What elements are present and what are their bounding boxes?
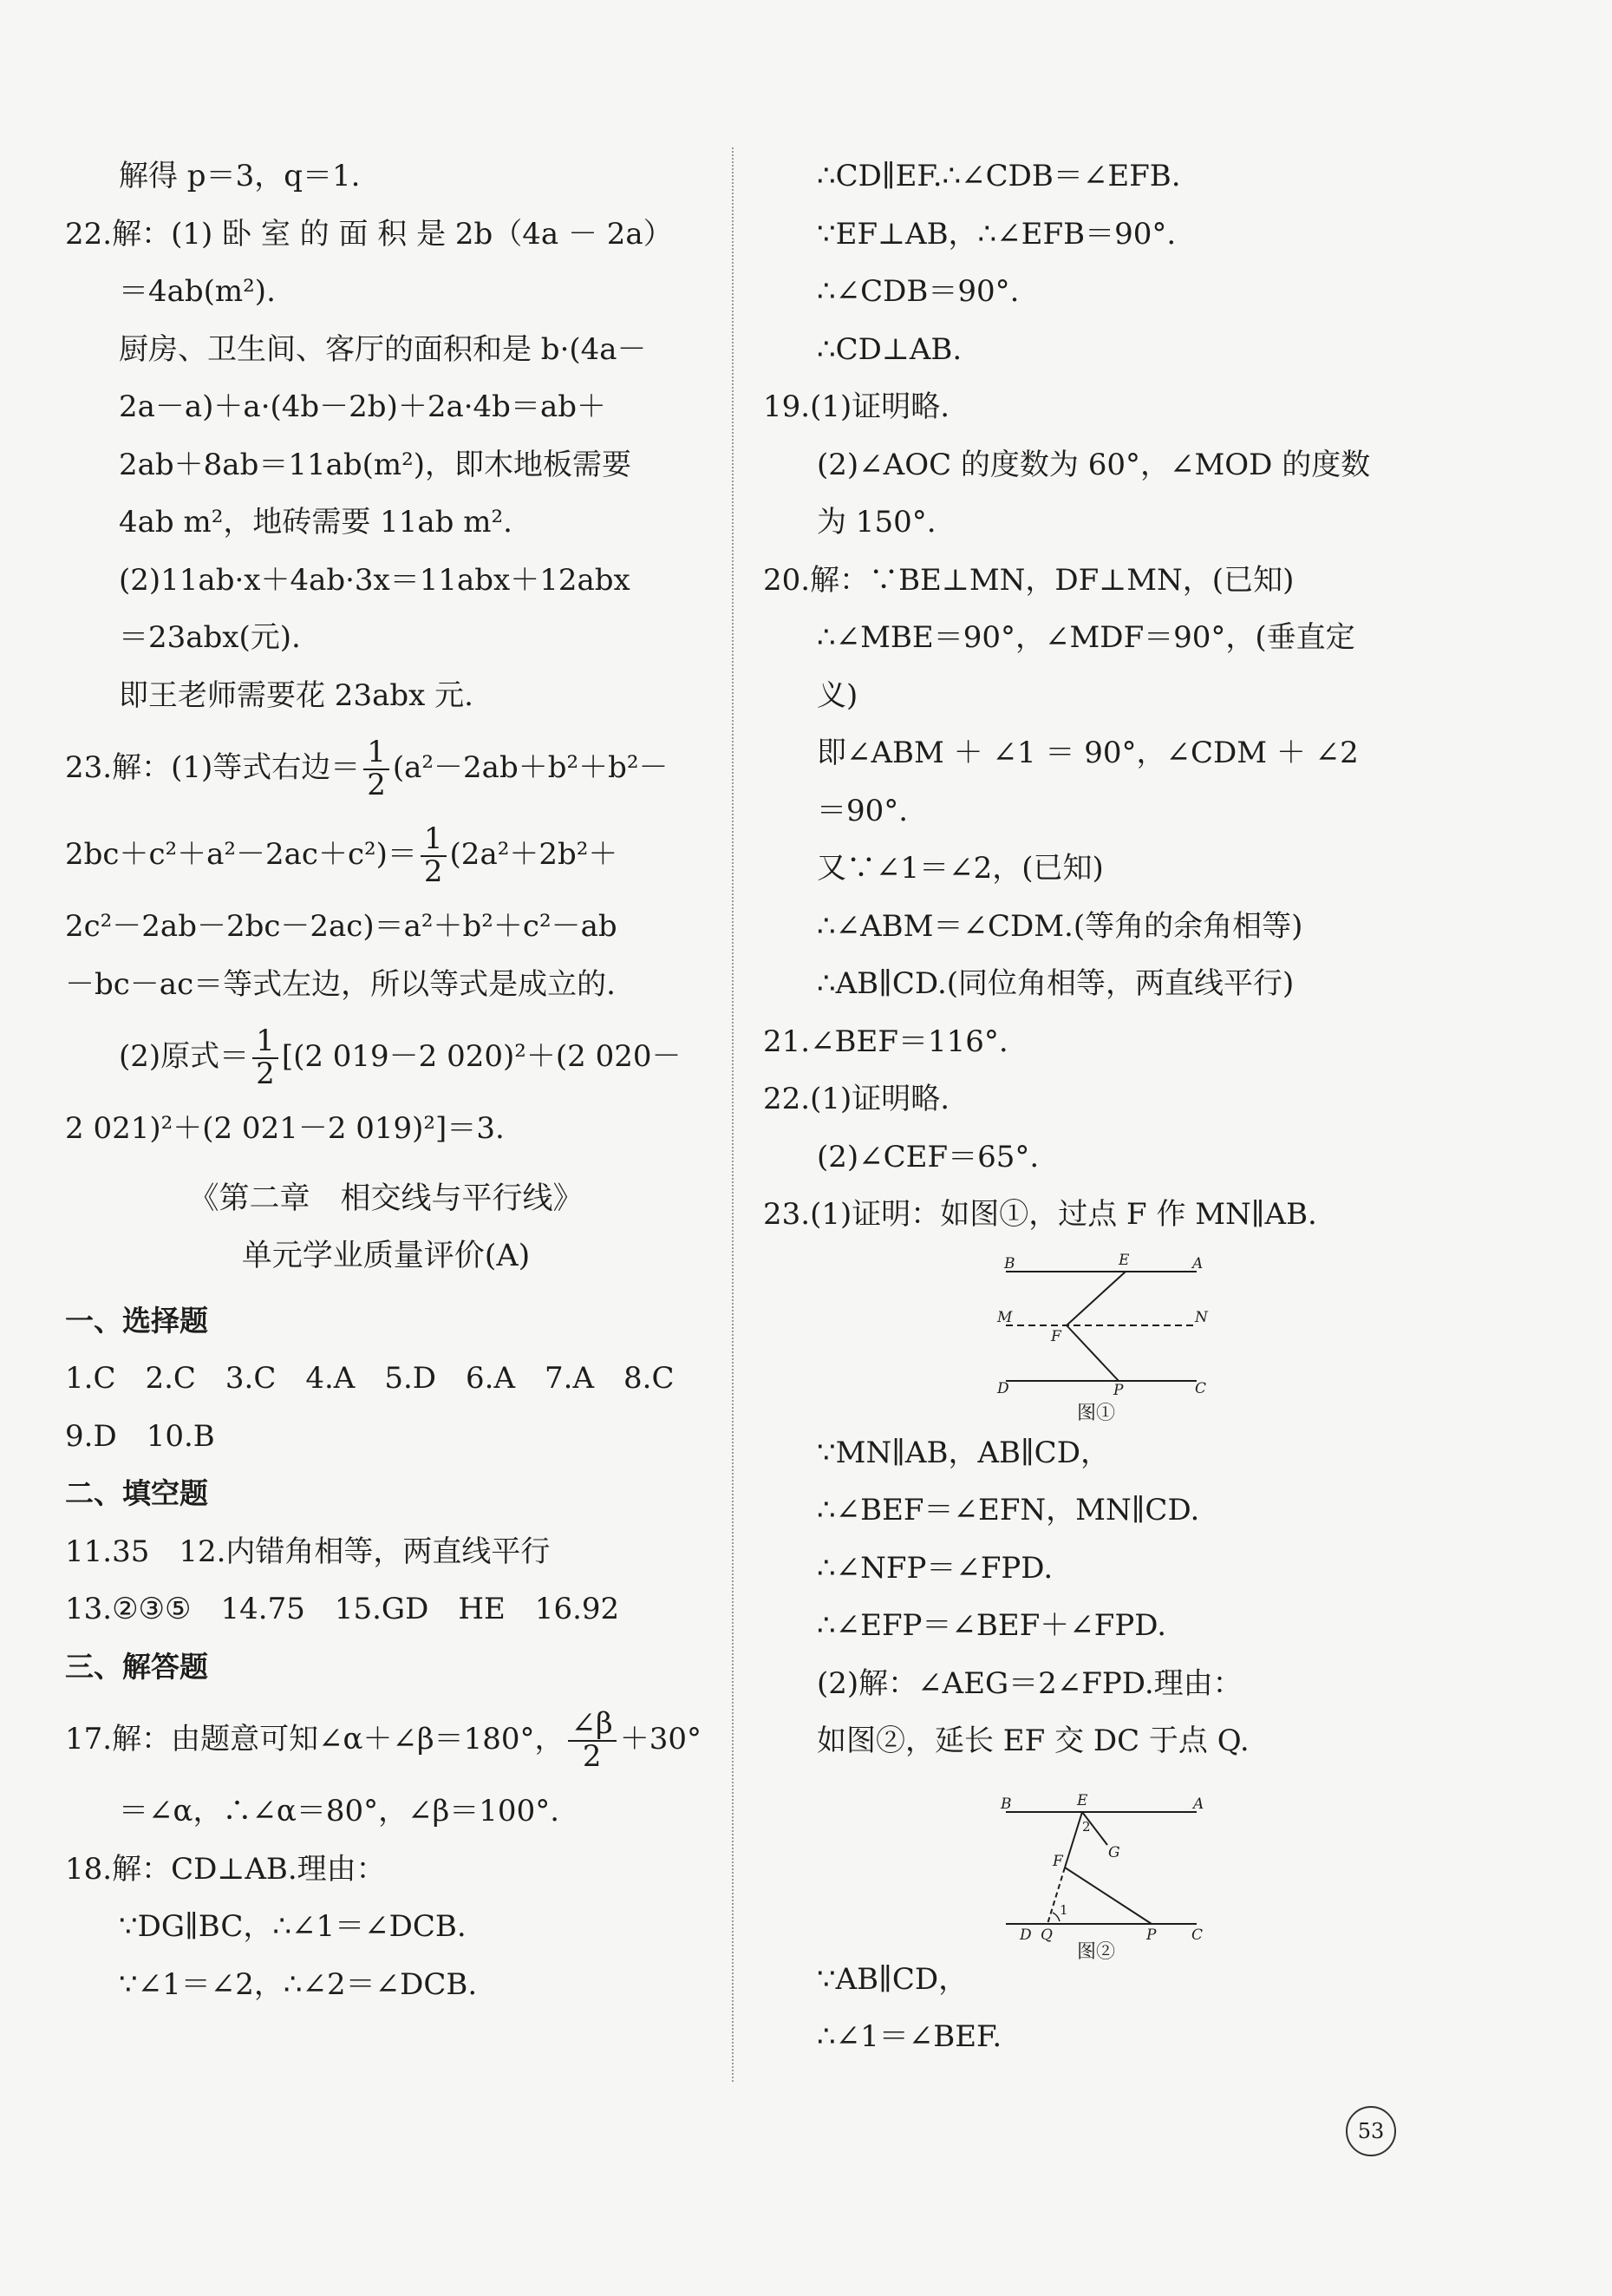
fraction [252,1026,278,1089]
segment-fp [1067,1325,1119,1381]
text-line: ∴∠CDB＝90°. [817,274,1020,309]
figure-caption: 图① [1077,1403,1116,1424]
chapter-title: 《第二章 相交线与平行线》 [188,1181,584,1216]
text-line: 23.(1)证明：如图①，过点 F 作 MN∥AB. [763,1197,1317,1232]
text-line: ∴∠ABM＝∠CDM.(等角的余角相等) [817,908,1303,944]
label-d: D [997,1380,1009,1397]
text-line: ∵AB∥CD， [817,1961,969,1997]
right-column [763,147,1422,2066]
text-line: ∵EF⊥AB，∴∠EFB＝90°. [817,216,1177,252]
text-line: 义) [817,677,858,713]
text-line: ∴∠MBE＝90°，∠MDF＝90°，(垂直定 [817,620,1355,655]
label-b: B [1004,1255,1015,1272]
text-segment: (2)原式＝ [119,1039,250,1074]
text-line: ∴CD⊥AB. [817,331,963,367]
section-heading: 二、填空题 [65,1476,208,1510]
text-line: ∴∠EFP＝∠BEF＋∠FPD. [817,1608,1167,1643]
label-m: M [997,1309,1013,1326]
label-e: E [1119,1252,1130,1269]
text-line: 2a－a)＋a·(4b－2b)＋2a·4b＝ab＋ [119,389,606,424]
fraction-numerator: 1 [363,737,389,770]
text-line: 4ab m²，地砖需要 11ab m². [119,505,512,540]
text-line: ∵∠1＝∠2，∴∠2＝∠DCB. [119,1966,478,2002]
page-number: 53 [1346,2106,1396,2156]
text-line: 如图②，延长 EF 交 DC 于点 Q. [817,1724,1250,1758]
text-line: ＝23abx(元). [119,620,301,655]
fraction-denominator: 2 [582,1739,602,1774]
segment-ef [1065,1812,1082,1868]
unit-title: 单元学业质量评价(A) [241,1239,531,1273]
segment-ef [1067,1272,1126,1325]
text-line: ∴∠1＝∠BEF. [817,2019,1002,2054]
text-segment: 17.解：由题意可知∠α＋∠β＝180°， [65,1722,565,1756]
text-line: 为 150°. [817,505,937,540]
segment-fp [1065,1868,1152,1924]
text-line: ∵MN∥AB，AB∥CD， [817,1435,1110,1470]
label-p: P [1146,1926,1157,1944]
text-line: 1.C 2.C 3.C 4.A 5.D 6.A 7.A 8.C [65,1361,675,1396]
label-f: F [1051,1328,1061,1345]
text-line: (2)11ab·x＋4ab·3x＝11abx＋12abx [119,562,630,598]
text-line: ＝90°. [817,793,909,828]
text-segment: (2a²＋2b²＋ [449,837,618,872]
label-a: A [1192,1255,1204,1272]
text-line [65,1013,707,1100]
text-line: (2)解：∠AEG＝2∠FPD.理由： [817,1665,1243,1701]
text-segment: [(2 019－2 020)²＋(2 020－ [281,1039,682,1074]
text-line: ∴∠BEF＝∠EFN，MN∥CD. [817,1493,1200,1527]
label-f: F [1053,1853,1063,1870]
text-line: ∴∠NFP＝∠FPD. [817,1550,1054,1586]
text-segment: (a²－2ab＋b²＋b²－ [392,750,669,785]
text-line: ∵DG∥BC，∴∠1＝∠DCB. [119,1909,467,1944]
text-line: 11.35 12.内错角相等，两直线平行 [65,1534,551,1569]
label-n: N [1195,1309,1208,1326]
label-d: D [1020,1926,1032,1944]
text-segment: ＋30° [619,1722,702,1756]
fraction-numerator: 1 [421,824,447,857]
section-heading: 一、选择题 [65,1303,208,1338]
label-p: P [1113,1382,1124,1399]
label-angle-2: 2 [1082,1819,1091,1835]
text-line: 19.(1)证明略. [763,389,950,424]
text-line: ＝4ab(m²). [119,274,276,309]
label-angle-1: 1 [1060,1902,1068,1918]
fraction-denominator: 2 [256,1056,275,1091]
text-line: 18.解：CD⊥AB.理由： [65,1851,386,1887]
fraction [568,1706,617,1774]
label-a: A [1193,1796,1204,1813]
text-line: 即∠ABM ＋ ∠1 ＝ 90°，∠CDM ＋ ∠2 [817,736,1359,770]
text-line: 20.解：∵BE⊥MN，DF⊥MN，(已知) [763,562,1295,598]
text-segment: 23.解：(1)等式右边＝ [65,750,361,785]
fraction [363,737,389,801]
label-c: C [1195,1380,1207,1397]
left-column [65,147,707,2013]
text-line: 13.②③⑤ 14.75 15.GD HE 16.92 [65,1592,620,1626]
fraction-denominator: 2 [367,768,386,802]
fraction [421,821,447,889]
fraction-numerator: 1 [252,1026,278,1059]
section-heading: 三、解答题 [65,1649,208,1684]
text-line: 解得 p＝3，q＝1. [119,159,361,193]
figure-caption: 图② [1077,1941,1116,1960]
text-line [65,1696,707,1783]
text-line: 9.D 10.B [65,1418,215,1454]
text-line: ∴AB∥CD.(同位角相等，两直线平行) [817,966,1295,1001]
text-line: ∴CD∥EF.∴∠CDB＝∠EFB. [817,159,1181,193]
text-line: 又∵∠1＝∠2，(已知) [817,851,1104,886]
text-line [65,811,707,898]
text-line: (2)∠AOC 的度数为 60°，∠MOD 的度数 [817,447,1371,482]
text-line: 即王老师需要花 23abx 元. [119,677,473,713]
fraction-numerator: ∠β [568,1709,617,1742]
angle-1-arc [1053,1913,1060,1921]
text-line: 2 021)²＋(2 021－2 019)²]＝3. [65,1111,505,1146]
text-line: 2c²－2ab－2bc－2ac)＝a²＋b²＋c²－ab [65,909,617,944]
text-line: (2)∠CEF＝65°. [817,1139,1040,1174]
column-divider [732,147,734,2082]
text-line: 22.(1)证明略. [763,1082,950,1116]
text-line [65,724,707,811]
text-line: －bc－ac＝等式左边，所以等式是成立的. [65,966,616,1002]
figure-2 [989,1783,1214,1960]
label-g: G [1108,1844,1120,1861]
text-line: ＝∠α，∴∠α＝80°，∠β＝100°. [119,1794,560,1828]
text-line: 2ab＋8ab＝11ab(m²)，即木地板需要 [119,447,632,482]
text-segment: 2bc＋c²＋a²－2ac＋c²)＝ [65,837,417,872]
label-e: E [1077,1792,1088,1809]
fraction-denominator: 2 [423,854,443,889]
text-line: 厨房、卫生间、客厅的面积和是 b·(4a－ [119,331,647,367]
label-b: B [1001,1796,1012,1813]
text-line: 22.解：(1) 卧 室 的 面 积 是 2b（4a － 2a） [65,216,673,252]
label-c: C [1191,1926,1204,1944]
figure-1 [989,1249,1214,1427]
text-line: 21.∠BEF＝116°. [763,1024,1008,1059]
label-q: Q [1041,1926,1053,1944]
